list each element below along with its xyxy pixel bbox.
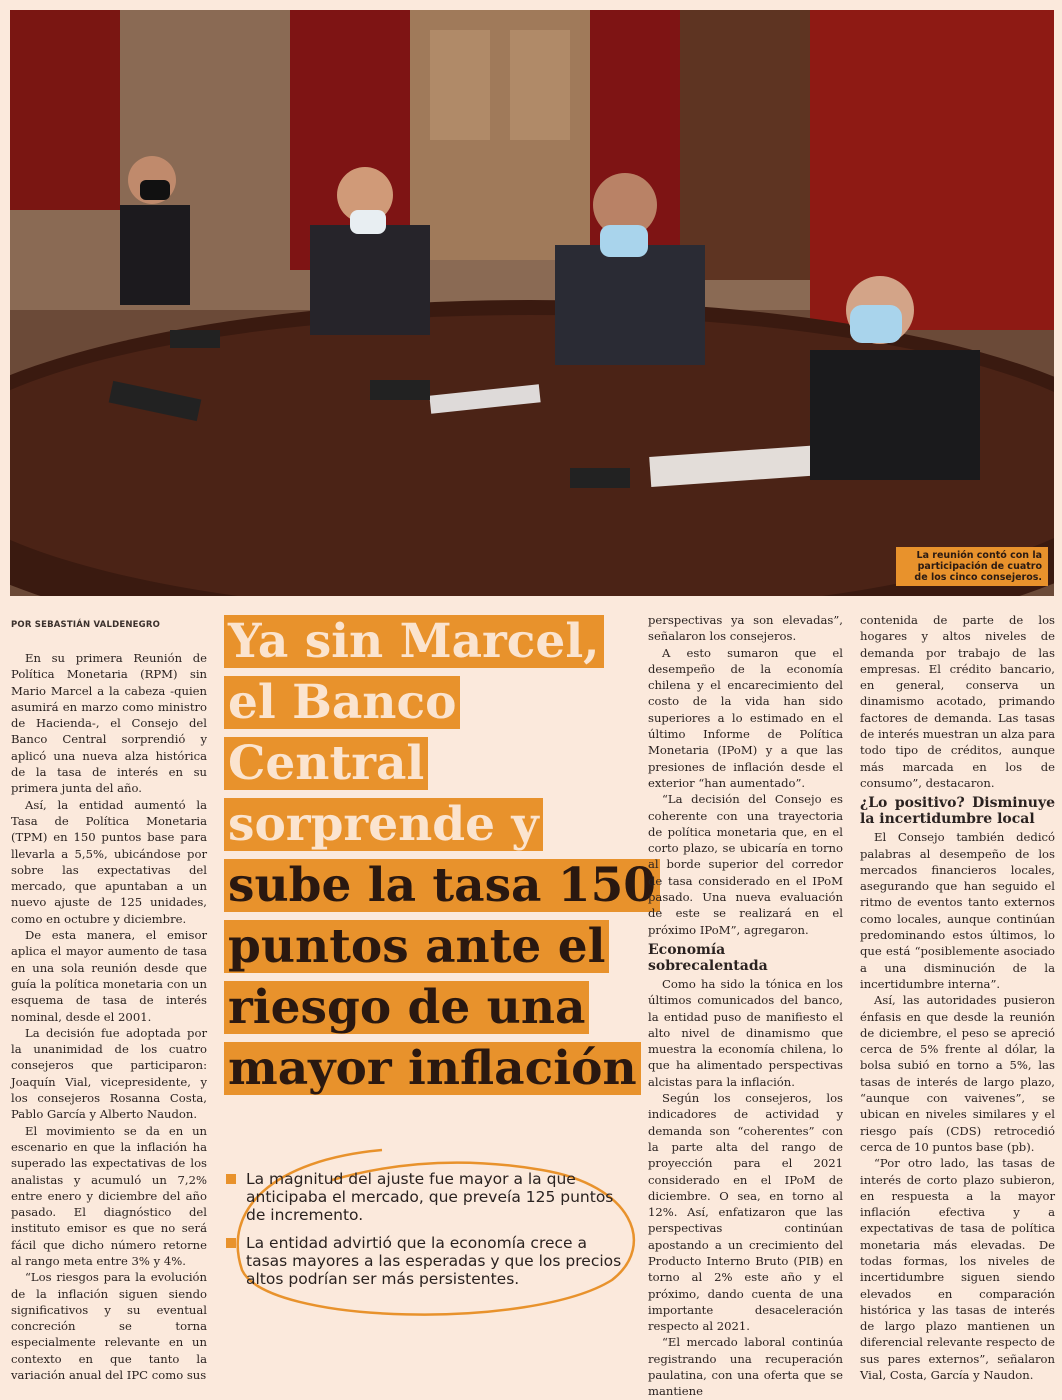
meeting-photo [10, 10, 1054, 596]
paragraph: “El mercado laboral continúa registrando una recuperación paulatina, con una oferta que se mantiene [648, 1335, 843, 1399]
paragraph: Como ha sido la tónica en los últimos comunicados del banco, la entidad puso de manifiesto el alto nivel de dinamismo que muestra la economía chilena, lo que ha alimentado perspectivas alcistas para la inflación. [648, 976, 843, 1089]
paragraph: Así, las autoridades pusieron énfasis en que desde la reunión de diciembre, el peso se apreció cerca de 5% frente al dólar, la bolsa subió en torno a 5%, las tasas de interés de largo plazo, “aunque con vaivenes”, se ubican en niveles similares y el riesgo país (CDS) retrocedió cerca de 10 puntos base (pb). [860, 993, 1055, 1154]
paragraph: Según los consejeros, los indicadores de actividad y demanda son “coherentes” con la parte alta del rango de proyección para el 2021 considerado en el IPoM de diciembre. O sea, en torno al 12%. Así, enfatizaron que las perspectivas continúan apostando a un crecimiento del Producto Interno Bruto (PIB) en torno al 2% este año y el próximo, dando cuenta de una importante desaceleración respecto al 2021. [648, 1091, 843, 1334]
section-heading: ¿Lo positivo? Disminuye la incertidumbre local [860, 795, 1055, 828]
headline-line: puntos ante el [224, 920, 609, 973]
paragraph: De esta manera, el emisor aplica el mayor aumento de tasa en una sola reunión desde que guía la política monetaria con un esquema de tasa de interés nominal, desde el 2001. [11, 928, 207, 1024]
headline-line: Ya sin Marcel, [224, 615, 604, 668]
summary-bullet [226, 1234, 626, 1288]
headline-line: riesgo de una [224, 981, 589, 1034]
headline-line: sube la tasa 150 [224, 859, 660, 912]
paragraph: “Por otro lado, las tasas de interés de corto plazo subieron, en respuesta a la mayor inflación efectiva y a expectativas de tasa de política monetaria más elevadas. De todas formas, los niveles de incertidumbre siguen siendo elevados en comparación histórica y las tasas de interés de largo plazo mantienen un diferencial relevante respecto de sus pares externos”, señalaron Vial, Costa, García y Naudon. [860, 1156, 1055, 1383]
summary-bullets [226, 1170, 626, 1298]
byline: POR SEBASTIÁN VALDENEGRO [11, 620, 161, 630]
bullet-square-icon [226, 1238, 236, 1248]
photo-caption: La reunión contó con la participación de cuatro de los cinco consejeros. [896, 547, 1048, 586]
article-column-1 [11, 650, 207, 1383]
article-column-4 [860, 612, 1055, 1383]
paragraph: La decisión fue adoptada por la unanimidad de los cuatro consejeros que participaron: Joaquín Vial, vicepresidente, y los consejeros Rosanna Costa, Pablo García y Alberto Naudon. [11, 1025, 207, 1122]
paragraph: El Consejo también dedicó palabras al desempeño de los mercados financieros locales, asegurando que han seguido el ritmo de eventos tanto externos como locales, aunque continúan predominando estos últimos, lo que está “posiblemente asociado a una disminución de la incertidumbre interna”. [860, 830, 1055, 991]
paragraph: contenida de parte de los hogares y altos niveles de demanda por trabajo de las empresas. El crédito bancario, en general, conserva un dinamismo acotado, primando factores de demanda. Las tasas de interés muestran un alza para todo tipo de créditos, aunque más marcada en los de consumo”, destacaron. [860, 613, 1055, 790]
paragraph: Así, la entidad aumentó la Tasa de Política Monetaria (TPM) en 150 puntos base para llevarla a 5,5%, ubicándose por sobre las expectativas del mercado, que apuntaban a un nuevo ajuste de 125 unidades, como en octubre y diciembre. [11, 797, 207, 926]
headline-line: mayor inflación [224, 1042, 641, 1095]
paragraph: perspectivas ya son elevadas”, señalaron los consejeros. [648, 613, 843, 644]
headline-line: sorprende y [224, 798, 543, 851]
summary-bullet [226, 1170, 626, 1224]
meeting-photo-illustration [10, 10, 1054, 596]
headline-line: el Banco [224, 676, 460, 729]
paragraph: “La decisión del Consejo es coherente con una trayectoria de política monetaria que, en el corto plazo, se ubicaría en torno al borde superior del corredor de tasa considerado en el IPoM pasado. Una nueva evaluación de este se realizará en el próximo IPoM”, agregaron. [648, 792, 843, 937]
bullet-text: La entidad advirtió que la economía crece a tasas mayores a las esperadas y que los precios altos podrían ser más persistentes. [246, 1234, 622, 1288]
headline [224, 614, 656, 1103]
bullet-text: La magnitud del ajuste fue mayor a la que anticipaba el mercado, que preveía 125 puntos de incremento. [246, 1170, 614, 1224]
paragraph: El movimiento se da en un escenario en que la inflación ha superado las expectativas de los analistas y acumuló un 7,2% entre enero y diciembre del año pasado. El diagnóstico del instituto emisor es que no será fácil que dicho número retorne al rango meta entre 3% y 4%. [11, 1123, 207, 1268]
bullet-square-icon [226, 1174, 236, 1184]
article-column-3 [648, 612, 843, 1400]
paragraph: En su primera Reunión de Política Monetaria (RPM) sin Mario Marcel a la cabeza -quien asumirá en marzo como ministro de Hacienda-, el Consejo del Banco Central sorprendió y aplicó una nueva alza histórica de la tasa de interés en su primera junta del año. [11, 651, 207, 796]
paragraph: A esto sumaron que el desempeño de la economía chilena y el encarecimiento del costo de la vida han sido superiores a lo estimado en el último Informe de Política Monetaria (IPoM) y a que las presiones de inflación desde el exterior “han aumentado”. [648, 645, 843, 790]
paragraph: “Los riesgos para la evolución de la inflación siguen siendo significativos y su eventual concreción se torna especialmente relevante en un contexto en que tanto la variación anual del IPC como sus [11, 1270, 207, 1383]
headline-line: Central [224, 737, 428, 790]
section-heading: Economía sobrecalentada [648, 941, 768, 974]
